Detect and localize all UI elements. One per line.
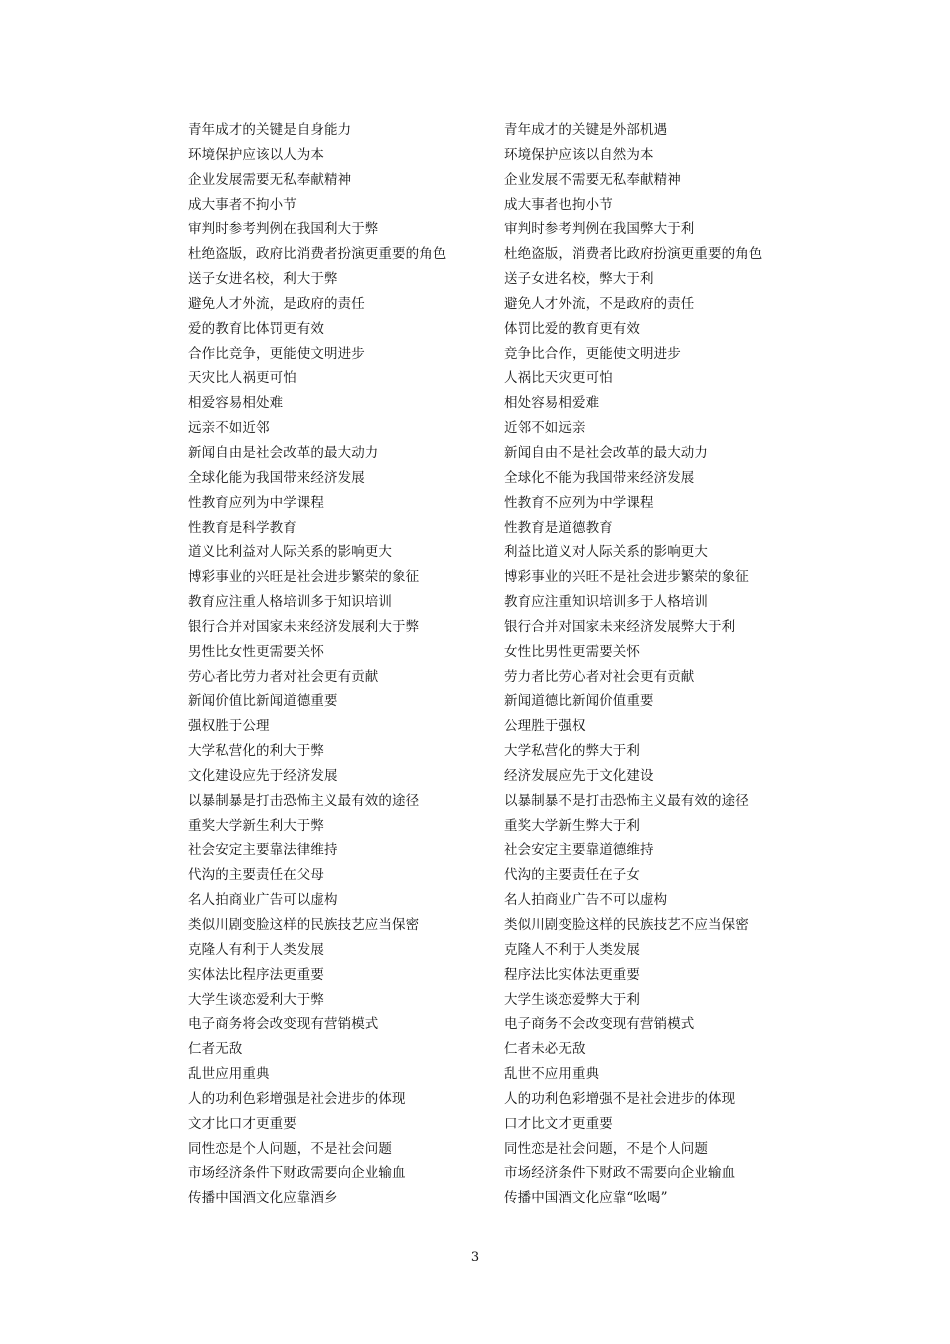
con-topic: 人祸比天灾更可怕 bbox=[504, 370, 613, 387]
con-topic: 青年成才的关键是外部机遇 bbox=[504, 122, 668, 138]
pro-topic: 博彩事业的兴旺是社会进步繁荣的象征 bbox=[188, 569, 420, 586]
debate-row bbox=[188, 988, 808, 1013]
con-topic: 审判时参考判例在我国弊大于利 bbox=[504, 221, 695, 238]
debate-row bbox=[188, 1112, 808, 1137]
debate-row bbox=[188, 267, 808, 292]
debate-row bbox=[188, 888, 808, 913]
pro-topic: 电子商务将会改变现有营销模式 bbox=[188, 1016, 379, 1033]
pro-topic: 爱的教育比体罚更有效 bbox=[188, 320, 324, 337]
con-topic: 口才比文才更重要 bbox=[504, 1115, 613, 1132]
con-topic: 利益比道义对人际关系的影响更大 bbox=[504, 544, 708, 561]
pro-topic: 银行合并对国家未来经济发展利大于弊 bbox=[188, 618, 420, 635]
con-topic: 名人拍商业广告不可以虚构 bbox=[504, 892, 668, 909]
debate-row bbox=[188, 789, 808, 814]
debate-row bbox=[188, 391, 808, 416]
pro-topic: 远亲不如近邻 bbox=[188, 420, 270, 437]
pro-topic: 天灾比人祸更可怕 bbox=[188, 370, 297, 387]
pro-topic: 以暴制暴是打击恐怖主义最有效的途径 bbox=[188, 792, 420, 809]
pro-topic: 新闻自由是社会改革的最大动力 bbox=[188, 444, 379, 461]
con-topic: 经济发展应先于文化建设 bbox=[504, 767, 654, 784]
pro-topic: 社会安定主要靠法律维持 bbox=[188, 842, 338, 859]
pro-topic: 同性恋是个人问题，不是社会问题 bbox=[188, 1140, 392, 1157]
pro-topic: 仁者无敌 bbox=[188, 1041, 243, 1058]
pro-topic: 类似川剧变脸这样的民族技艺应当保密 bbox=[188, 917, 420, 933]
debate-row bbox=[188, 963, 808, 988]
debate-row bbox=[188, 242, 808, 267]
con-topic: 女性比男性更需要关怀 bbox=[504, 643, 640, 660]
debate-row bbox=[188, 516, 808, 541]
con-topic: 性教育不应列为中学课程 bbox=[504, 494, 654, 511]
con-topic: 重奖大学新生弊大于利 bbox=[504, 817, 640, 834]
debate-row bbox=[188, 1137, 808, 1162]
con-topic: 博彩事业的兴旺不是社会进步繁荣的象征 bbox=[504, 569, 749, 586]
pro-topic: 教育应注重人格培训多于知识培训 bbox=[188, 594, 392, 611]
debate-row bbox=[188, 714, 808, 739]
pro-topic: 强权胜于公理 bbox=[188, 718, 270, 735]
con-topic: 电子商务不会改变现有营销模式 bbox=[504, 1016, 695, 1033]
pro-topic: 相爱容易相处难 bbox=[188, 395, 284, 412]
debate-row bbox=[188, 863, 808, 888]
debate-row bbox=[188, 938, 808, 963]
debate-row bbox=[188, 1186, 808, 1211]
con-topic: 同性恋是社会问题，不是个人问题 bbox=[504, 1140, 708, 1157]
con-topic: 体罚比爱的教育更有效 bbox=[504, 320, 640, 337]
pro-topic: 避免人才外流，是政府的责任 bbox=[188, 295, 365, 312]
pro-topic: 乱世应用重典 bbox=[188, 1066, 270, 1083]
pro-topic: 企业发展需要无私奉献精神 bbox=[188, 171, 352, 188]
pro-topic: 大学生谈恋爱利大于弊 bbox=[188, 991, 324, 1008]
debate-row bbox=[188, 1087, 808, 1112]
debate-row bbox=[188, 565, 808, 590]
con-topic: 公理胜于强权 bbox=[504, 718, 586, 735]
con-topic: 成大事者也拘小节 bbox=[504, 196, 613, 213]
con-topic: 市场经济条件下财政不需要向企业输血 bbox=[504, 1165, 736, 1182]
pro-topic: 新闻价值比新闻道德重要 bbox=[188, 693, 338, 710]
pro-topic: 男性比女性更需要关怀 bbox=[188, 643, 324, 660]
pro-topic: 文化建设应先于经济发展 bbox=[188, 767, 338, 784]
con-topic: 竞争比合作，更能使文明进步 bbox=[504, 345, 681, 362]
con-topic: 人的功利色彩增强不是社会进步的体现 bbox=[504, 1090, 736, 1107]
debate-row bbox=[188, 491, 808, 516]
debate-row bbox=[188, 416, 808, 441]
debate-row bbox=[188, 739, 808, 764]
pro-topic: 合作比竞争，更能使文明进步 bbox=[188, 345, 365, 362]
debate-row bbox=[188, 665, 808, 690]
con-topic: 避免人才外流，不是政府的责任 bbox=[504, 295, 695, 312]
pro-topic: 传播中国酒文化应靠酒乡 bbox=[188, 1190, 338, 1207]
debate-row bbox=[188, 640, 808, 665]
con-topic: 类似川剧变脸这样的民族技艺不应当保密 bbox=[504, 917, 749, 933]
con-topic: 全球化不能为我国带来经济发展 bbox=[504, 469, 695, 486]
debate-row bbox=[188, 317, 808, 342]
debate-row bbox=[188, 168, 808, 193]
pro-topic: 全球化能为我国带来经济发展 bbox=[188, 469, 365, 486]
debate-topic-table bbox=[188, 118, 808, 1211]
debate-row bbox=[188, 1161, 808, 1186]
con-topic: 克隆人不利于人类发展 bbox=[504, 941, 640, 958]
con-topic: 传播中国酒文化应靠“吆喝” bbox=[504, 1190, 668, 1207]
pro-topic: 文才比口才更重要 bbox=[188, 1115, 297, 1132]
pro-topic: 市场经济条件下财政需要向企业输血 bbox=[188, 1165, 406, 1182]
con-topic: 近邻不如远亲 bbox=[504, 420, 586, 437]
pro-topic: 劳心者比劳力者对社会更有贡献 bbox=[188, 668, 379, 685]
con-topic: 相处容易相爱难 bbox=[504, 395, 600, 412]
debate-row bbox=[188, 814, 808, 839]
pro-topic: 审判时参考判例在我国利大于弊 bbox=[188, 221, 379, 238]
debate-row bbox=[188, 366, 808, 391]
pro-topic: 名人拍商业广告可以虚构 bbox=[188, 892, 338, 909]
con-topic: 程序法比实体法更重要 bbox=[504, 966, 640, 983]
pro-topic: 人的功利色彩增强是社会进步的体现 bbox=[188, 1090, 406, 1107]
con-topic: 仁者未必无敌 bbox=[504, 1041, 586, 1058]
pro-topic: 成大事者不拘小节 bbox=[188, 196, 297, 213]
pro-topic: 实体法比程序法更重要 bbox=[188, 966, 324, 983]
con-topic: 送子女进名校，弊大于利 bbox=[504, 271, 654, 288]
debate-row bbox=[188, 590, 808, 615]
pro-topic: 青年成才的关键是自身能力 bbox=[188, 122, 352, 138]
pro-topic: 杜绝盗版，政府比消费者扮演更重要的角色 bbox=[188, 246, 447, 263]
pro-topic: 代沟的主要责任在父母 bbox=[188, 867, 324, 884]
pro-topic: 性教育应列为中学课程 bbox=[188, 494, 324, 511]
con-topic: 教育应注重知识培训多于人格培训 bbox=[504, 594, 708, 611]
con-topic: 劳力者比劳心者对社会更有贡献 bbox=[504, 668, 695, 685]
pro-topic: 重奖大学新生利大于弊 bbox=[188, 817, 324, 834]
debate-row bbox=[188, 1012, 808, 1037]
con-topic: 企业发展不需要无私奉献精神 bbox=[504, 171, 681, 188]
con-topic: 大学生谈恋爱弊大于利 bbox=[504, 991, 640, 1008]
debate-row bbox=[188, 1037, 808, 1062]
debate-row bbox=[188, 764, 808, 789]
con-topic: 乱世不应用重典 bbox=[504, 1066, 600, 1083]
debate-row bbox=[188, 441, 808, 466]
pro-topic: 性教育是科学教育 bbox=[188, 519, 297, 536]
debate-row bbox=[188, 540, 808, 565]
pro-topic: 环境保护应该以人为本 bbox=[188, 146, 324, 163]
pro-topic: 克隆人有利于人类发展 bbox=[188, 941, 324, 958]
debate-row bbox=[188, 615, 808, 640]
debate-row bbox=[188, 1062, 808, 1087]
debate-row bbox=[188, 193, 808, 218]
con-topic: 银行合并对国家未来经济发展弊大于利 bbox=[504, 618, 736, 635]
con-topic: 大学私营化的弊大于利 bbox=[504, 743, 640, 760]
debate-row bbox=[188, 143, 808, 168]
debate-row bbox=[188, 217, 808, 242]
con-topic: 杜绝盗版，消费者比政府扮演更重要的角色 bbox=[504, 246, 763, 263]
con-topic: 社会安定主要靠道德维持 bbox=[504, 842, 654, 859]
con-topic: 环境保护应该以自然为本 bbox=[504, 146, 654, 163]
con-topic: 新闻道德比新闻价值重要 bbox=[504, 693, 654, 710]
con-topic: 代沟的主要责任在子女 bbox=[504, 867, 640, 884]
con-topic: 性教育是道德教育 bbox=[504, 519, 613, 536]
pro-topic: 道义比利益对人际关系的影响更大 bbox=[188, 544, 392, 561]
con-topic: 以暴制暴不是打击恐怖主义最有效的途径 bbox=[504, 792, 749, 809]
pro-topic: 大学私营化的利大于弊 bbox=[188, 743, 324, 760]
debate-row bbox=[188, 118, 808, 143]
debate-row bbox=[188, 913, 808, 938]
debate-row bbox=[188, 838, 808, 863]
con-topic: 新闻自由不是社会改革的最大动力 bbox=[504, 444, 708, 461]
debate-row bbox=[188, 466, 808, 491]
page-number: 3 bbox=[470, 1250, 480, 1265]
debate-row bbox=[188, 689, 808, 714]
pro-topic: 送子女进名校，利大于弊 bbox=[188, 271, 338, 288]
debate-row bbox=[188, 292, 808, 317]
debate-row bbox=[188, 342, 808, 367]
